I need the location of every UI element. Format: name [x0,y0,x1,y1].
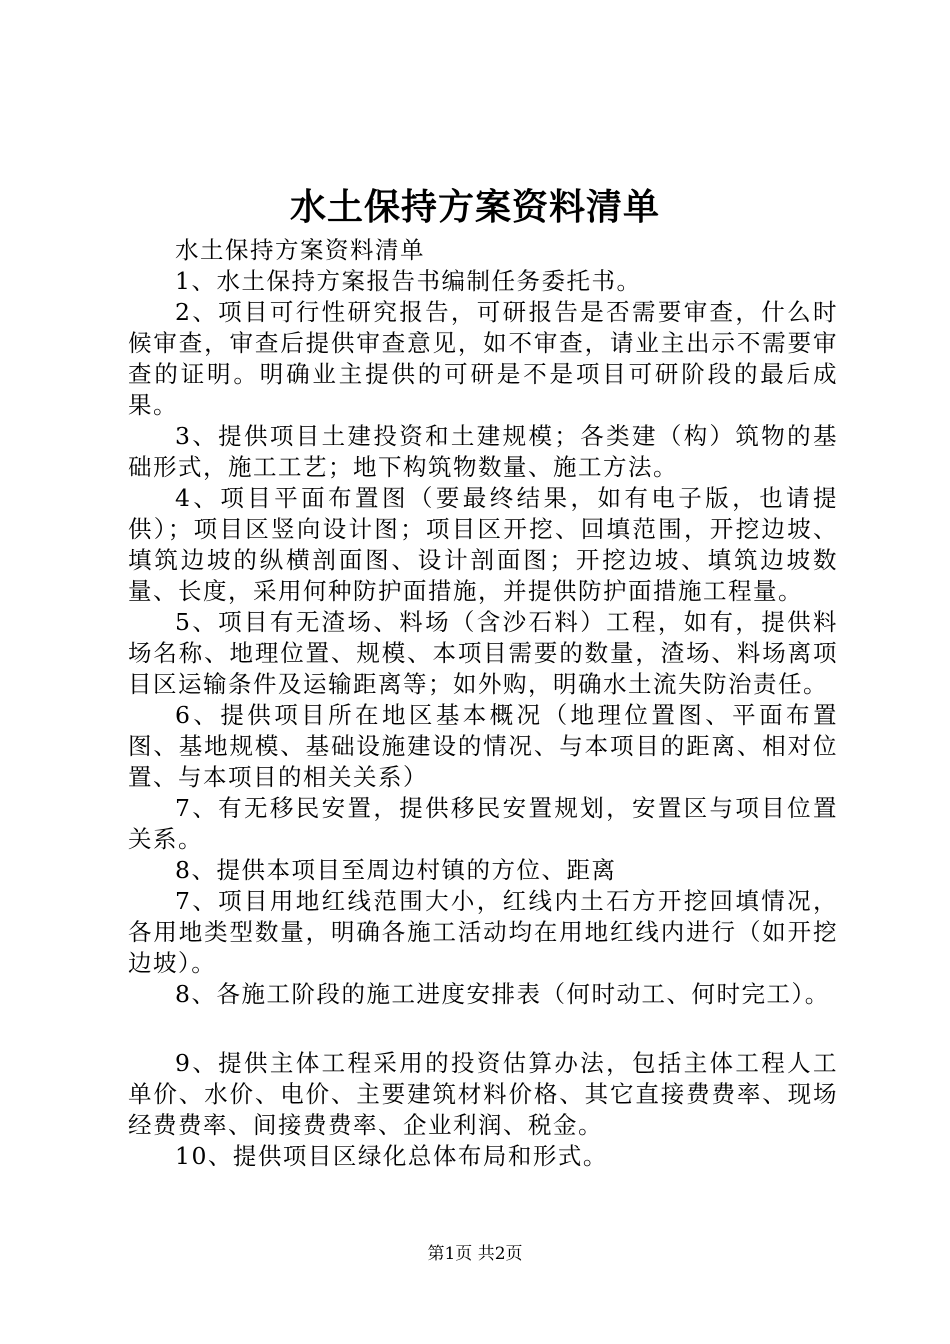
paragraph-item-7b: 7、项目用地红线范围大小，红线内土石方开挖回填情况，各用地类型数量，明确各施工活动均在用地红线内进行（如开挖边坡）。 [128,887,838,977]
paragraph-heading: 水土保持方案资料清单 [175,236,425,264]
paragraph-item-2: 2、项目可行性研究报告，可研报告是否需要审查，什么时候审查，审查后提供审查意见，如不审查，请业主出示不需要审查的证明。明确业主提供的可研是不是项目可研阶段的最后成果。 [128,298,838,419]
paragraph-item-5: 5、项目有无渣场、料场（含沙石料）工程，如有，提供料场名称、地理位置、规模、本项目需要的数量，渣场、料场离项目区运输条件及运输距离等；如外购，明确水土流失防治责任。 [128,608,838,698]
paragraph-item-9: 9、提供主体工程采用的投资估算办法，包括主体工程人工单价、水价、电价、主要建筑材料价格、其它直接费费率、现场经费费率、间接费费率、企业利润、税金。 [128,1049,838,1139]
paragraph-item-10: 10、提供项目区绿化总体布局和形式。 [175,1142,608,1170]
document-body [128,235,838,1172]
paragraph-item-3: 3、提供项目土建投资和土建规模；各类建（构）筑物的基础形式，施工工艺；地下构筑物数量、施工方法。 [128,422,838,481]
paragraph-item-4: 4、项目平面布置图（要最终结果，如有电子版，也请提供）；项目区竖向设计图；项目区开挖、回填范围，开挖边坡、填筑边坡的纵横剖面图、设计剖面图；开挖边坡、填筑边坡数量、长度，采用何种防护面措施，并提供防护面措施工程量。 [128,484,838,605]
paragraph-item-7: 7、有无移民安置，提供移民安置规划，安置区与项目位置关系。 [128,794,838,853]
paragraph-item-8b: 8、各施工阶段的施工进度安排表（何时动工、何时完工）。 [175,980,830,1008]
paragraph-item-8: 8、提供本项目至周边村镇的方位、距离 [175,856,617,884]
document-title: 水土保持方案资料清单 [289,186,660,228]
paragraph-item-1: 1、水土保持方案报告书编制任务委托书。 [175,267,642,295]
paragraph-item-6: 6、提供项目所在地区基本概况（地理位置图、平面布置图、基地规模、基础设施建设的情况、与本项目的距离、相对位置、与本项目的相关关系） [128,701,838,791]
page-footer: 第1页 共2页 [427,1244,523,1264]
